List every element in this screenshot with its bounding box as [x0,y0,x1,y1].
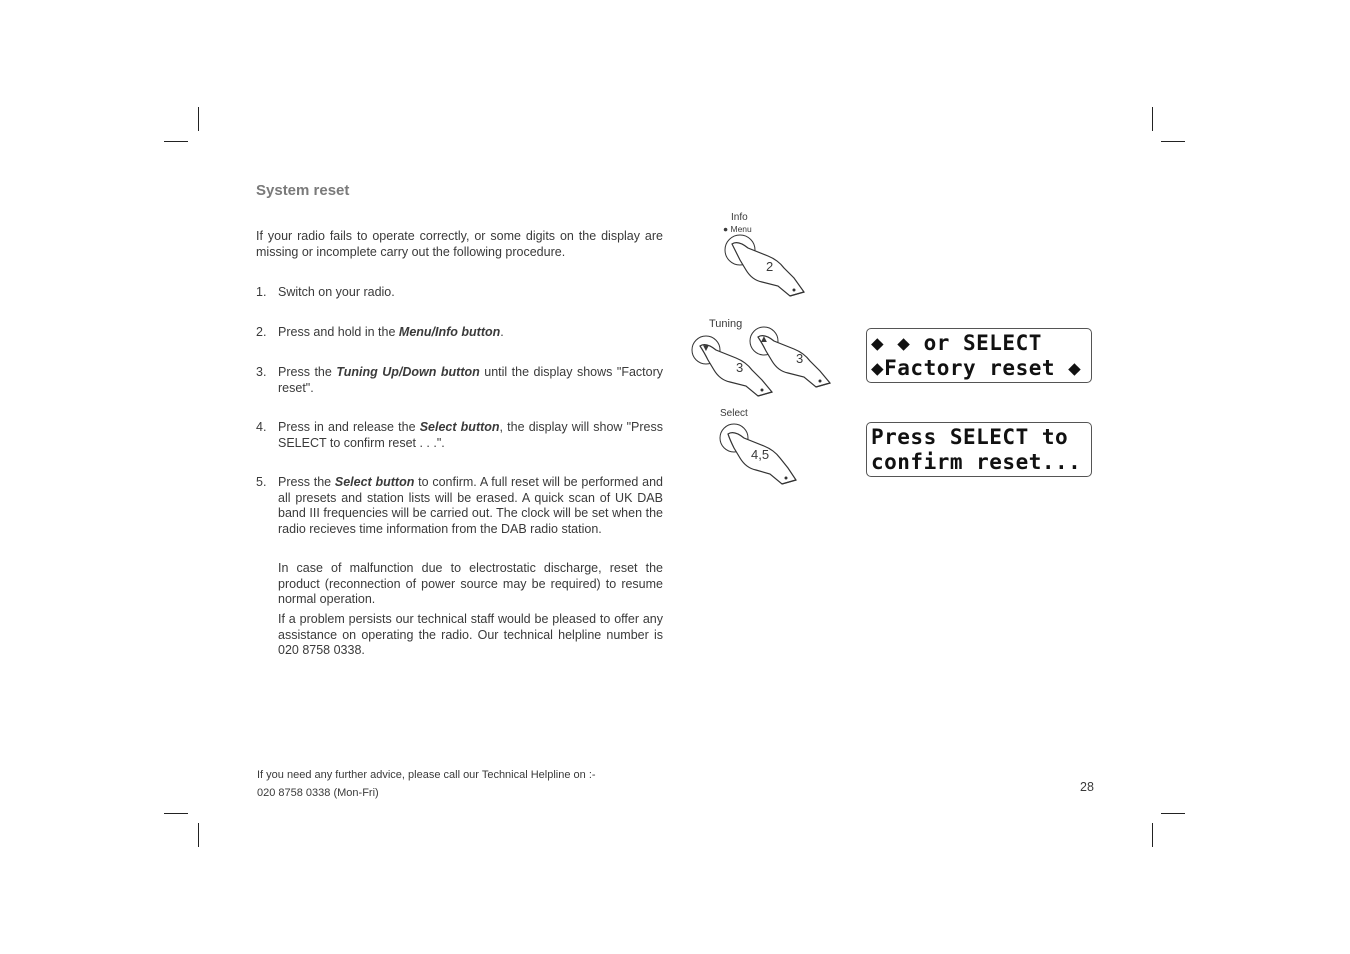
crop-mark [198,107,199,131]
step-number: 3. [256,365,267,379]
step-indicator: 3 [736,360,744,375]
step-item: 2. Press and hold in the Menu/Info button. [256,325,504,339]
page-title: System reset [256,182,350,199]
step-text: Press the [278,475,335,489]
step-indicator: 4,5 [751,447,770,462]
select-label: Select [720,408,748,419]
note-paragraph: In case of malfunction due to electrostatic discharge, reset the product (reconnection of power source may be required) to resume normal operation. [278,561,663,606]
crop-mark [164,813,188,814]
lcd-line: confirm reset... [871,450,1082,474]
step-indicator: 2 [766,259,774,274]
step-item: 4. Press in and release the Select button, the display will show "Press SELECT to confirm reset . . .". [256,420,664,450]
step-item: 3. Press the Tuning Up/Down button until the display shows "Factory reset". [256,365,663,395]
step-number: 5. [256,475,267,489]
button-name: Select button [419,420,500,434]
lcd-line: ◆Factory reset ◆ [871,356,1082,380]
step-text: Switch on your radio. [278,285,395,299]
intro-paragraph: If your radio fails to operate correctly, or some digits on the display are missing or incomplete carry out the following procedure. [256,229,663,259]
lcd-line: Press SELECT to [871,425,1069,449]
step-item: 5. Press the Select button to confirm. A full reset will be performed and all presets and station lists will be erased. A quick scan of UK DAB band III frequencies will be carried out. The clock will be set when the radio recieves time information from the DAB radio station. [256,475,663,536]
note-paragraph: If a problem persists our technical staff would be pleased to offer any assistance on operating the radio. Our technical helpline number is 020 8758 0338. [278,612,663,657]
step-text: Press and hold in the [278,325,399,339]
footer-helpline-text: If you need any further advice, please call our Technical Helpline on :- [257,769,596,781]
crop-mark [1161,813,1185,814]
tuning-down-symbol: ▼ [701,343,711,354]
crop-mark [1152,107,1153,131]
step-number: 4. [256,420,267,434]
step-number: 2. [256,325,267,339]
lcd-display [866,422,1092,477]
menu-label: ● Menu [723,224,752,234]
lcd-line: ◆ ◆ or SELECT [871,331,1042,355]
crop-mark [1161,141,1185,142]
footer-helpline-number: 020 8758 0338 (Mon-Fri) [257,787,379,799]
page-number: 28 [1080,780,1094,794]
button-name: Menu/Info button [398,325,501,339]
crop-mark [198,823,199,847]
button-name: Select button [334,475,415,489]
step-text: Press in and release the [278,420,420,434]
tuning-up-symbol: ▲ [759,334,769,345]
button-name: Tuning Up/Down button [336,365,480,379]
crop-mark [1152,823,1153,847]
tuning-label: Tuning [709,318,743,330]
step-text: Press the [278,365,337,379]
lcd-display [866,328,1092,383]
step-number: 1. [256,285,267,299]
step-indicator: 3 [796,351,804,366]
step-item [256,285,663,301]
crop-mark [164,141,188,142]
info-label: Info [731,212,748,223]
